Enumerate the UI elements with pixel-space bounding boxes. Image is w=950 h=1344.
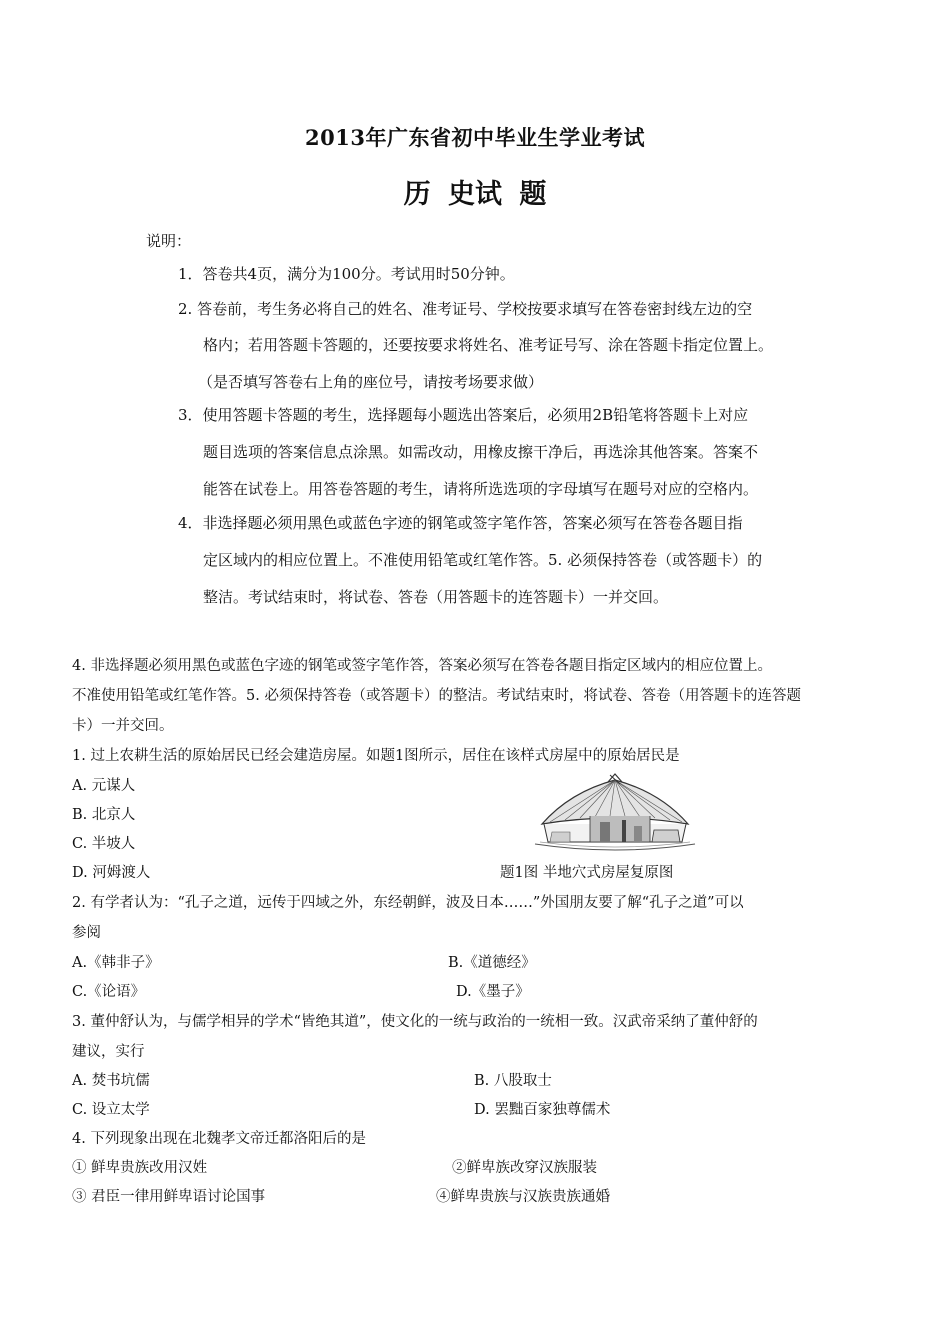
instructions-label: 说明： [146,232,192,250]
q1-option-b: B. 北京人 [72,807,136,823]
instruction-line: 定区域内的相应位置上。不准使用铅笔或红笔作答。5. 必须保持答卷（或答题卡）的 [203,551,763,569]
instruction-line: 2. 答卷前，考生务必将自己的姓名、准考证号、学校按要求填写在答卷密封线左边的空 [178,300,753,318]
q4-item-4: ④鲜卑贵族与汉族贵族通婚 [436,1189,610,1205]
q3-option-b: B. 八股取士 [474,1073,552,1089]
q4-stem: 4. 下列现象出现在北魏孝文帝迁都洛阳后的是 [72,1131,366,1147]
instruction-line: 3．使用答题卡答题的考生，选择题每小题选出答案后，必须用2B铅笔将答题卡上对应 [178,406,749,424]
instruction-line: 整洁。考试结束时，将试卷、答卷（用答题卡的连答题卡）一并交回。 [203,588,669,606]
q2-stem-continued: 参阅 [72,925,101,941]
repeat-instruction-line: 4. 非选择题必须用黑色或蓝色字迹的钢笔或签字笔作答，答案必须写在答卷各题目指定区域内的相应位置上。 [72,658,772,674]
q2-option-b: B.《道德经》 [448,955,536,971]
repeat-instruction-line: 卡）一并交回。 [72,718,174,734]
q2-option-d: D.《墨子》 [456,984,530,1000]
q2-stem: 2. 有学者认为：“孔子之道，远传于四域之外，东经朝鲜，波及日本……”外国朋友要了解“孔子之道”可以 [72,895,744,911]
instruction-line: 格内；若用答题卡答题的，还要按要求将姓名、准考证号写、涂在答题卡指定位置上。 [203,336,774,354]
q1-option-d: D. 河姆渡人 [72,865,151,881]
instruction-line: 题目选项的答案信息点涂黑。如需改动，用橡皮擦干净后，再选涂其他答案。答案不 [203,443,759,461]
q1-figure-caption: 题1图 半地穴式房屋复原图 [500,865,674,881]
repeat-instruction-line: 不准使用铅笔或红笔作答。5. 必须保持答卷（或答题卡）的整洁。考试结束时，将试卷、答卷（用答题卡的连答题 [72,688,801,704]
q1-option-a: A. 元谋人 [72,778,136,794]
q1-option-c: C. 半坡人 [72,836,136,852]
q2-option-c: C.《论语》 [72,984,146,1000]
hut-illustration-icon [530,772,700,856]
q3-stem: 3. 董仲舒认为，与儒学相异的学术“皆绝其道”，使文化的一统与政治的一统相一致。汉武帝采纳了董仲舒的 [72,1014,758,1030]
q4-item-2: ②鲜卑族改穿汉族服装 [452,1160,597,1176]
q2-option-a: A.《韩非子》 [72,955,160,971]
q3-option-a: A. 焚书坑儒 [72,1073,150,1089]
q4-item-3: ③ 君臣一律用鲜卑语讨论国事 [72,1189,266,1205]
instruction-line: 能答在试卷上。用答卷答题的考生，请将所选选项的字母填写在题号对应的空格内。 [203,480,759,498]
exam-title: 2013年广东省初中毕业生学业考试 [305,125,645,150]
instruction-line: 4．非选择题必须用黑色或蓝色字迹的钢笔或签字笔作答，答案必须写在答卷各题目指 [178,514,743,532]
q3-option-c: C. 设立太学 [72,1102,150,1118]
exam-subtitle: 历 史试 题 [403,179,547,210]
q3-option-d: D. 罢黜百家独尊儒术 [474,1102,611,1118]
q1-stem: 1. 过上农耕生活的原始居民已经会建造房屋。如题1图所示，居住在该样式房屋中的原始居民是 [72,748,680,764]
instruction-line: （是否填写答卷右上角的座位号，请按考场要求做） [198,373,544,391]
q4-item-1: ① 鲜卑贵族改用汉姓 [72,1160,208,1176]
q3-stem-continued: 建议，实行 [72,1044,145,1060]
instruction-line: 1．答卷共4页，满分为100分。考试用时50分钟。 [178,265,515,283]
